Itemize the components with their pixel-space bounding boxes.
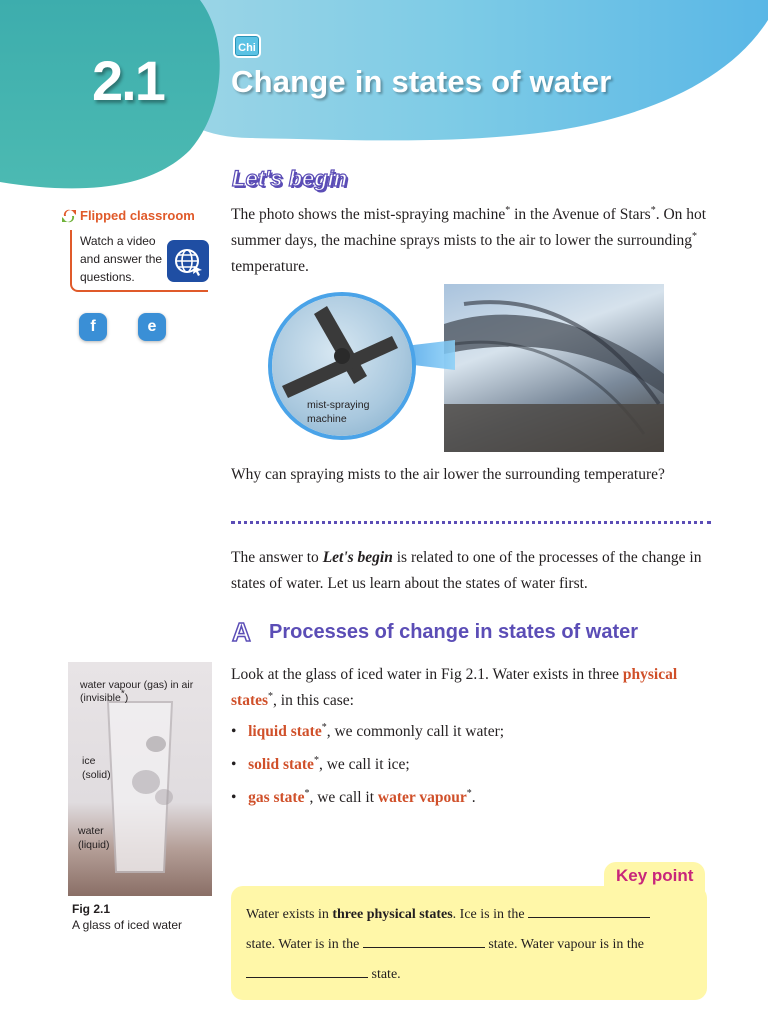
- dotted-divider: [231, 521, 711, 524]
- flip-arrows-icon: [61, 207, 77, 225]
- bullet-gas-state: • gas state*, we call it water vapour*.: [231, 787, 476, 806]
- section-a-paragraph: Look at the glass of iced water in Fig 2.1. Water exists in three physical states*, in this case:: [231, 666, 678, 709]
- flipped-classroom-title: Flipped classroom: [80, 208, 195, 223]
- answer-blank[interactable]: [528, 905, 650, 918]
- canopy-structure-graphic: [444, 284, 664, 452]
- bullet-dot: •: [231, 789, 237, 806]
- chapter-title: Change in states of water: [231, 64, 612, 99]
- section-number: 2.1: [92, 49, 164, 112]
- key-point-label: Key point: [616, 866, 694, 885]
- flipped-resource-icon-2[interactable]: e: [138, 313, 166, 341]
- bullet-solid-state: • solid state*, we call it ice;: [231, 754, 410, 773]
- fig-label-water: water: [78, 825, 104, 837]
- lets-begin-heading: Let's begin: [232, 166, 348, 191]
- section-a-badge: A: [232, 617, 251, 647]
- figure-number: Fig 2.1: [72, 902, 111, 916]
- avenue-of-stars-photo: [444, 284, 664, 452]
- fig-label-invisible: (invisible*): [80, 688, 129, 704]
- answer-paragraph: The answer to Let's begin is related to one of the processes of the change in states of water. Let us learn about the states of water first.: [231, 549, 702, 592]
- bullet-liquid-state: • liquid state*, we commonly call it water;: [231, 721, 505, 740]
- chinese-version-badge[interactable]: Chi: [233, 34, 261, 58]
- section-a-title: Processes of change in states of water: [269, 621, 639, 643]
- fig-label-solid: (solid): [82, 769, 111, 781]
- intro-paragraph: The photo shows the mist-spraying machine* in the Avenue of Stars*. On hot summer days, the machine sprays mists to the air to lower the surrounding* temperature.: [231, 204, 707, 275]
- answer-blank[interactable]: [246, 965, 368, 978]
- flipped-resource-icon-1[interactable]: f: [79, 313, 107, 341]
- fig-label-vapour: water vapour (gas) in air: [80, 679, 194, 691]
- bullet-dot: •: [231, 723, 237, 740]
- globe-icon: [167, 240, 209, 282]
- answer-blank[interactable]: [363, 935, 485, 948]
- question-paragraph: Why can spraying mists to the air lower the surrounding temperature?: [231, 466, 665, 483]
- figure-caption: A glass of iced water: [72, 918, 183, 932]
- zoom-connector: [405, 340, 455, 370]
- fig-label-ice: ice: [82, 755, 96, 767]
- key-point-text: Water exists in three physical states. Ice is in the state. Water is in the state. Water vapour is in the state.: [246, 900, 698, 990]
- fig-label-liquid: (liquid): [78, 839, 110, 851]
- bullet-dot: •: [231, 756, 237, 773]
- video-globe-button[interactable]: [167, 240, 209, 282]
- photo-caption: mist-spraying machine: [307, 399, 370, 425]
- flipped-classroom-text: Watch a video and answer the questions.: [80, 234, 163, 284]
